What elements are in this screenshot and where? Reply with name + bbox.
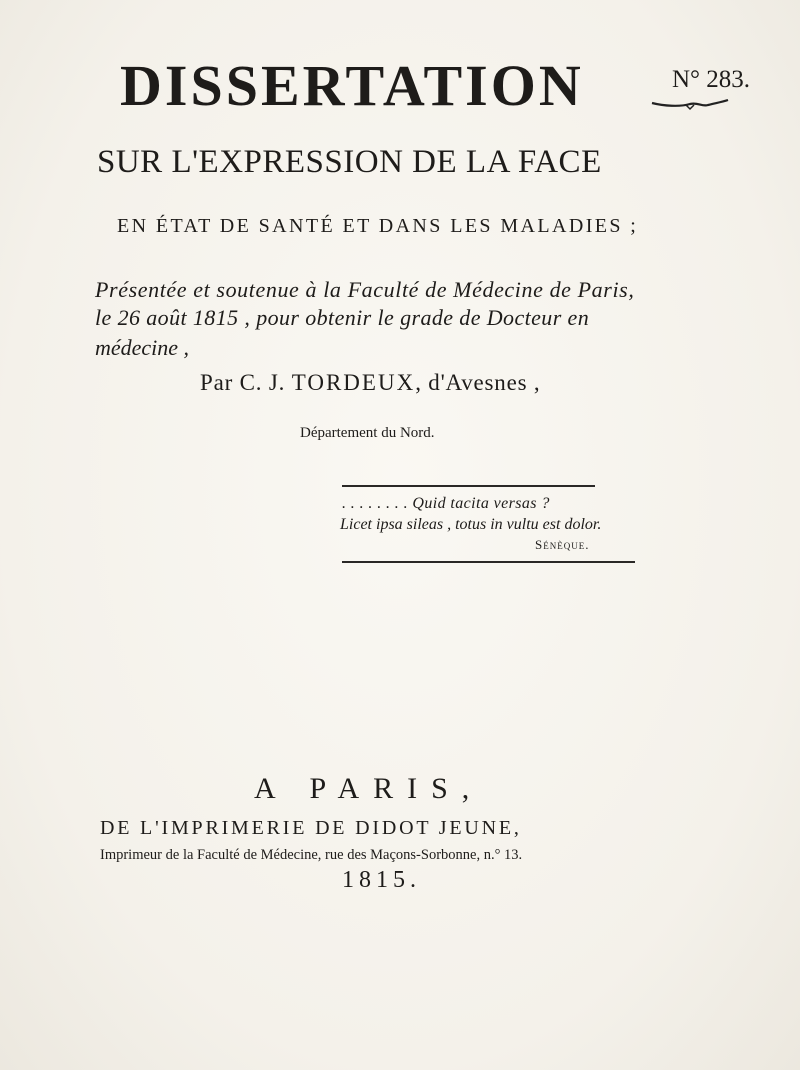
presentation-line-3: médecine , (95, 335, 190, 360)
imprint-year: 1815. (342, 867, 421, 893)
dissertation-number: N° 283. (672, 66, 751, 93)
subtitle-line-2: EN ÉTAT DE SANTÉ ET DANS LES MALADIES ; (117, 215, 639, 237)
flourish-ornament (650, 97, 730, 111)
dissertation-title: DISSERTATION (120, 53, 584, 118)
author-name: TORDEUX (291, 370, 416, 395)
subtitle-line-1: SUR L'EXPRESSION DE LA FACE (97, 144, 602, 180)
epigraph-bottom-rule (342, 561, 635, 563)
author-prefix: Par C. J. (200, 370, 286, 395)
imprint-printer: DE L'IMPRIMERIE DE DIDOT JEUNE, (100, 817, 522, 839)
epigraph-attribution: Sénèque. (535, 537, 590, 552)
epigraph-top-rule (342, 485, 595, 487)
epigraph-line-2: Licet ipsa sileas , totus in vultu est dolor. (340, 516, 602, 533)
imprint-city: A PARIS, (254, 772, 484, 805)
imprint-address: Imprimeur de la Faculté de Médecine, rue des Maçons-Sorbonne, n.° 13. (100, 847, 523, 863)
author-origin: , d'Avesnes , (415, 370, 541, 395)
presentation-line-1: Présentée et soutenue à la Faculté de Médecine de Paris, (95, 277, 635, 302)
author-department: Département du Nord. (300, 425, 435, 441)
author-line (200, 370, 540, 396)
epigraph-line-1: . . . . . . . . Quid tacita versas ? (342, 495, 550, 512)
presentation-line-2: le 26 août 1815 , pour obtenir le grade de Docteur en (95, 305, 590, 330)
